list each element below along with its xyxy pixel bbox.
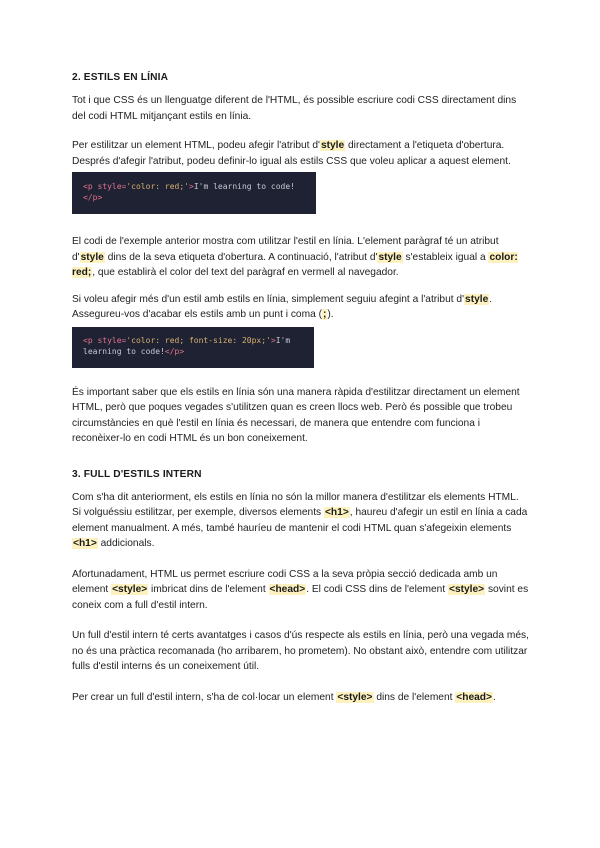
code-highlight: <head> bbox=[269, 584, 306, 595]
code-highlight: <head> bbox=[456, 691, 492, 703]
paragraph-style-element bbox=[72, 567, 530, 614]
paragraph-text: imbricat dins de l'element bbox=[148, 584, 269, 595]
paragraph-text: sovint es coneix com a full d'estil intern. bbox=[72, 584, 529, 611]
paragraph-text: . El codi CSS dins de l'element bbox=[306, 584, 448, 595]
paragraph-example-explanation bbox=[72, 234, 530, 281]
paragraph-text: És important saber que els estils en línia són una manera ràpida d'estilitzar directament un element HTML, però que poques vegades s'utilitzen quan es creen llocs web. Però és possible que trobeu circumstàncies en què l'estil en línia és necessari, de manera que entendre com funciona i reconèixer-lo en codi HTML és un bon coneixement. bbox=[72, 386, 520, 444]
code-highlight: ; bbox=[322, 309, 327, 320]
paragraph-text: , que establirà el color del text del paràgraf en vermell al navegador. bbox=[92, 267, 399, 278]
paragraph-style-attribute bbox=[72, 138, 530, 169]
paragraph-intro bbox=[72, 93, 530, 124]
code-highlight: <style> bbox=[112, 584, 148, 595]
code-tag-open: <p bbox=[83, 335, 93, 345]
code-block-multiple-styles bbox=[72, 327, 314, 368]
code-attr: style= bbox=[92, 335, 127, 345]
document-content bbox=[72, 72, 530, 705]
code-highlight: style bbox=[80, 251, 104, 263]
paragraph-text: directament a l'etiqueta d'obertura. Després d'afegir l'atribut, podeu definir-lo igual als estils CSS que voleu aplicar a aquest element. bbox=[72, 140, 511, 167]
paragraph-text: . bbox=[492, 691, 496, 703]
paragraph-text: Per crear un full d'estil intern, s'ha de col·locar un element bbox=[72, 691, 337, 703]
paragraph-text: dins de la seva etiqueta d'obertura. A continuació, l'atribut d' bbox=[104, 251, 378, 263]
code-tag-close: > bbox=[270, 335, 276, 345]
code-highlight: <h1> bbox=[73, 538, 97, 549]
paragraph-text: . Assegureu-vos d'acabar els estils amb un punt i coma ( bbox=[72, 293, 493, 320]
paragraph-multiple-styles bbox=[72, 292, 530, 323]
paragraph-text: Afortunadament, HTML us permet escriure codi CSS a la seva pròpia secció dedicada amb un element bbox=[72, 568, 498, 595]
paragraph-text: El codi de l'exemple anterior mostra com utilitzar l'estil en línia. L'element paràgraf té un atribut d' bbox=[72, 236, 499, 263]
code-text: learning to code! bbox=[83, 346, 165, 356]
code-text: I'm bbox=[275, 335, 291, 345]
code-block-inline-style bbox=[72, 172, 316, 214]
code-highlight: color: red; bbox=[72, 251, 518, 278]
paragraph-text: Per estilitzar un element HTML, podeu afegir l'atribut d' bbox=[72, 140, 320, 151]
paragraph-text: , haureu d'afegir un estil en línia a cada element manualment. A més, també hauríeu de mantenir el codi HTML quan s'afegeixin elements bbox=[72, 507, 528, 534]
paragraph-text: Com s'ha dit anteriorment, els estils en línia no són la millor manera d'estilitzar els elements HTML. Si volguéssiu estilitzar, per exemple, diversos elements bbox=[72, 491, 519, 518]
code-highlight: <style> bbox=[449, 584, 485, 595]
code-tag-close: > bbox=[188, 182, 194, 191]
code-tag-open: <p bbox=[83, 182, 93, 191]
code-highlight: style bbox=[378, 251, 402, 263]
paragraph-text: addicionals. bbox=[97, 538, 155, 549]
code-attr-value: 'color: red;' bbox=[126, 182, 189, 191]
code-attr: style= bbox=[92, 182, 127, 191]
code-text: I'm learning to code! bbox=[193, 182, 295, 191]
paragraph-create-internal bbox=[72, 690, 530, 706]
code-highlight: style bbox=[320, 140, 345, 151]
paragraph-inline-importance bbox=[72, 385, 530, 447]
paragraph-internal-advantages bbox=[72, 628, 530, 675]
paragraph-text: Tot i que CSS és un llenguatge diferent de l'HTML, és possible escriure codi CSS directament dins del codi HTML mitjançant estils en línia. bbox=[72, 95, 517, 122]
section-heading-inline-styles: 2. ESTILS EN LÍNIA bbox=[72, 72, 169, 83]
paragraph-text: ). bbox=[327, 309, 334, 320]
code-tag-end: </p> bbox=[164, 346, 185, 356]
paragraph-text: s'estableix igual a bbox=[402, 251, 489, 263]
code-highlight: <style> bbox=[337, 691, 373, 703]
paragraph-text: Un full d'estil intern té certs avantatges i casos d'ús respecte als estils en línia, però una vegada més, no és una pràctica recomanada (ho arribarem, ho prometem). No obstant això, entendre com utilitzar fulls d'estil interns és un coneixement útil. bbox=[72, 630, 529, 672]
code-tag-end: </p> bbox=[83, 193, 103, 202]
code-highlight: <h1> bbox=[324, 507, 349, 518]
section-heading-internal-stylesheet: 3. FULL D'ESTILS INTERN bbox=[72, 468, 202, 480]
paragraph-text: Si voleu afegir més d'un estil amb estils en línia, simplement seguiu afegint a l'atribut d' bbox=[72, 293, 465, 305]
paragraph-inline-limitations bbox=[72, 490, 530, 552]
paragraph-text: dins de l'element bbox=[373, 691, 456, 703]
code-attr-value: 'color: red; font-size: 20px;' bbox=[126, 335, 271, 345]
code-highlight: style bbox=[465, 293, 489, 305]
